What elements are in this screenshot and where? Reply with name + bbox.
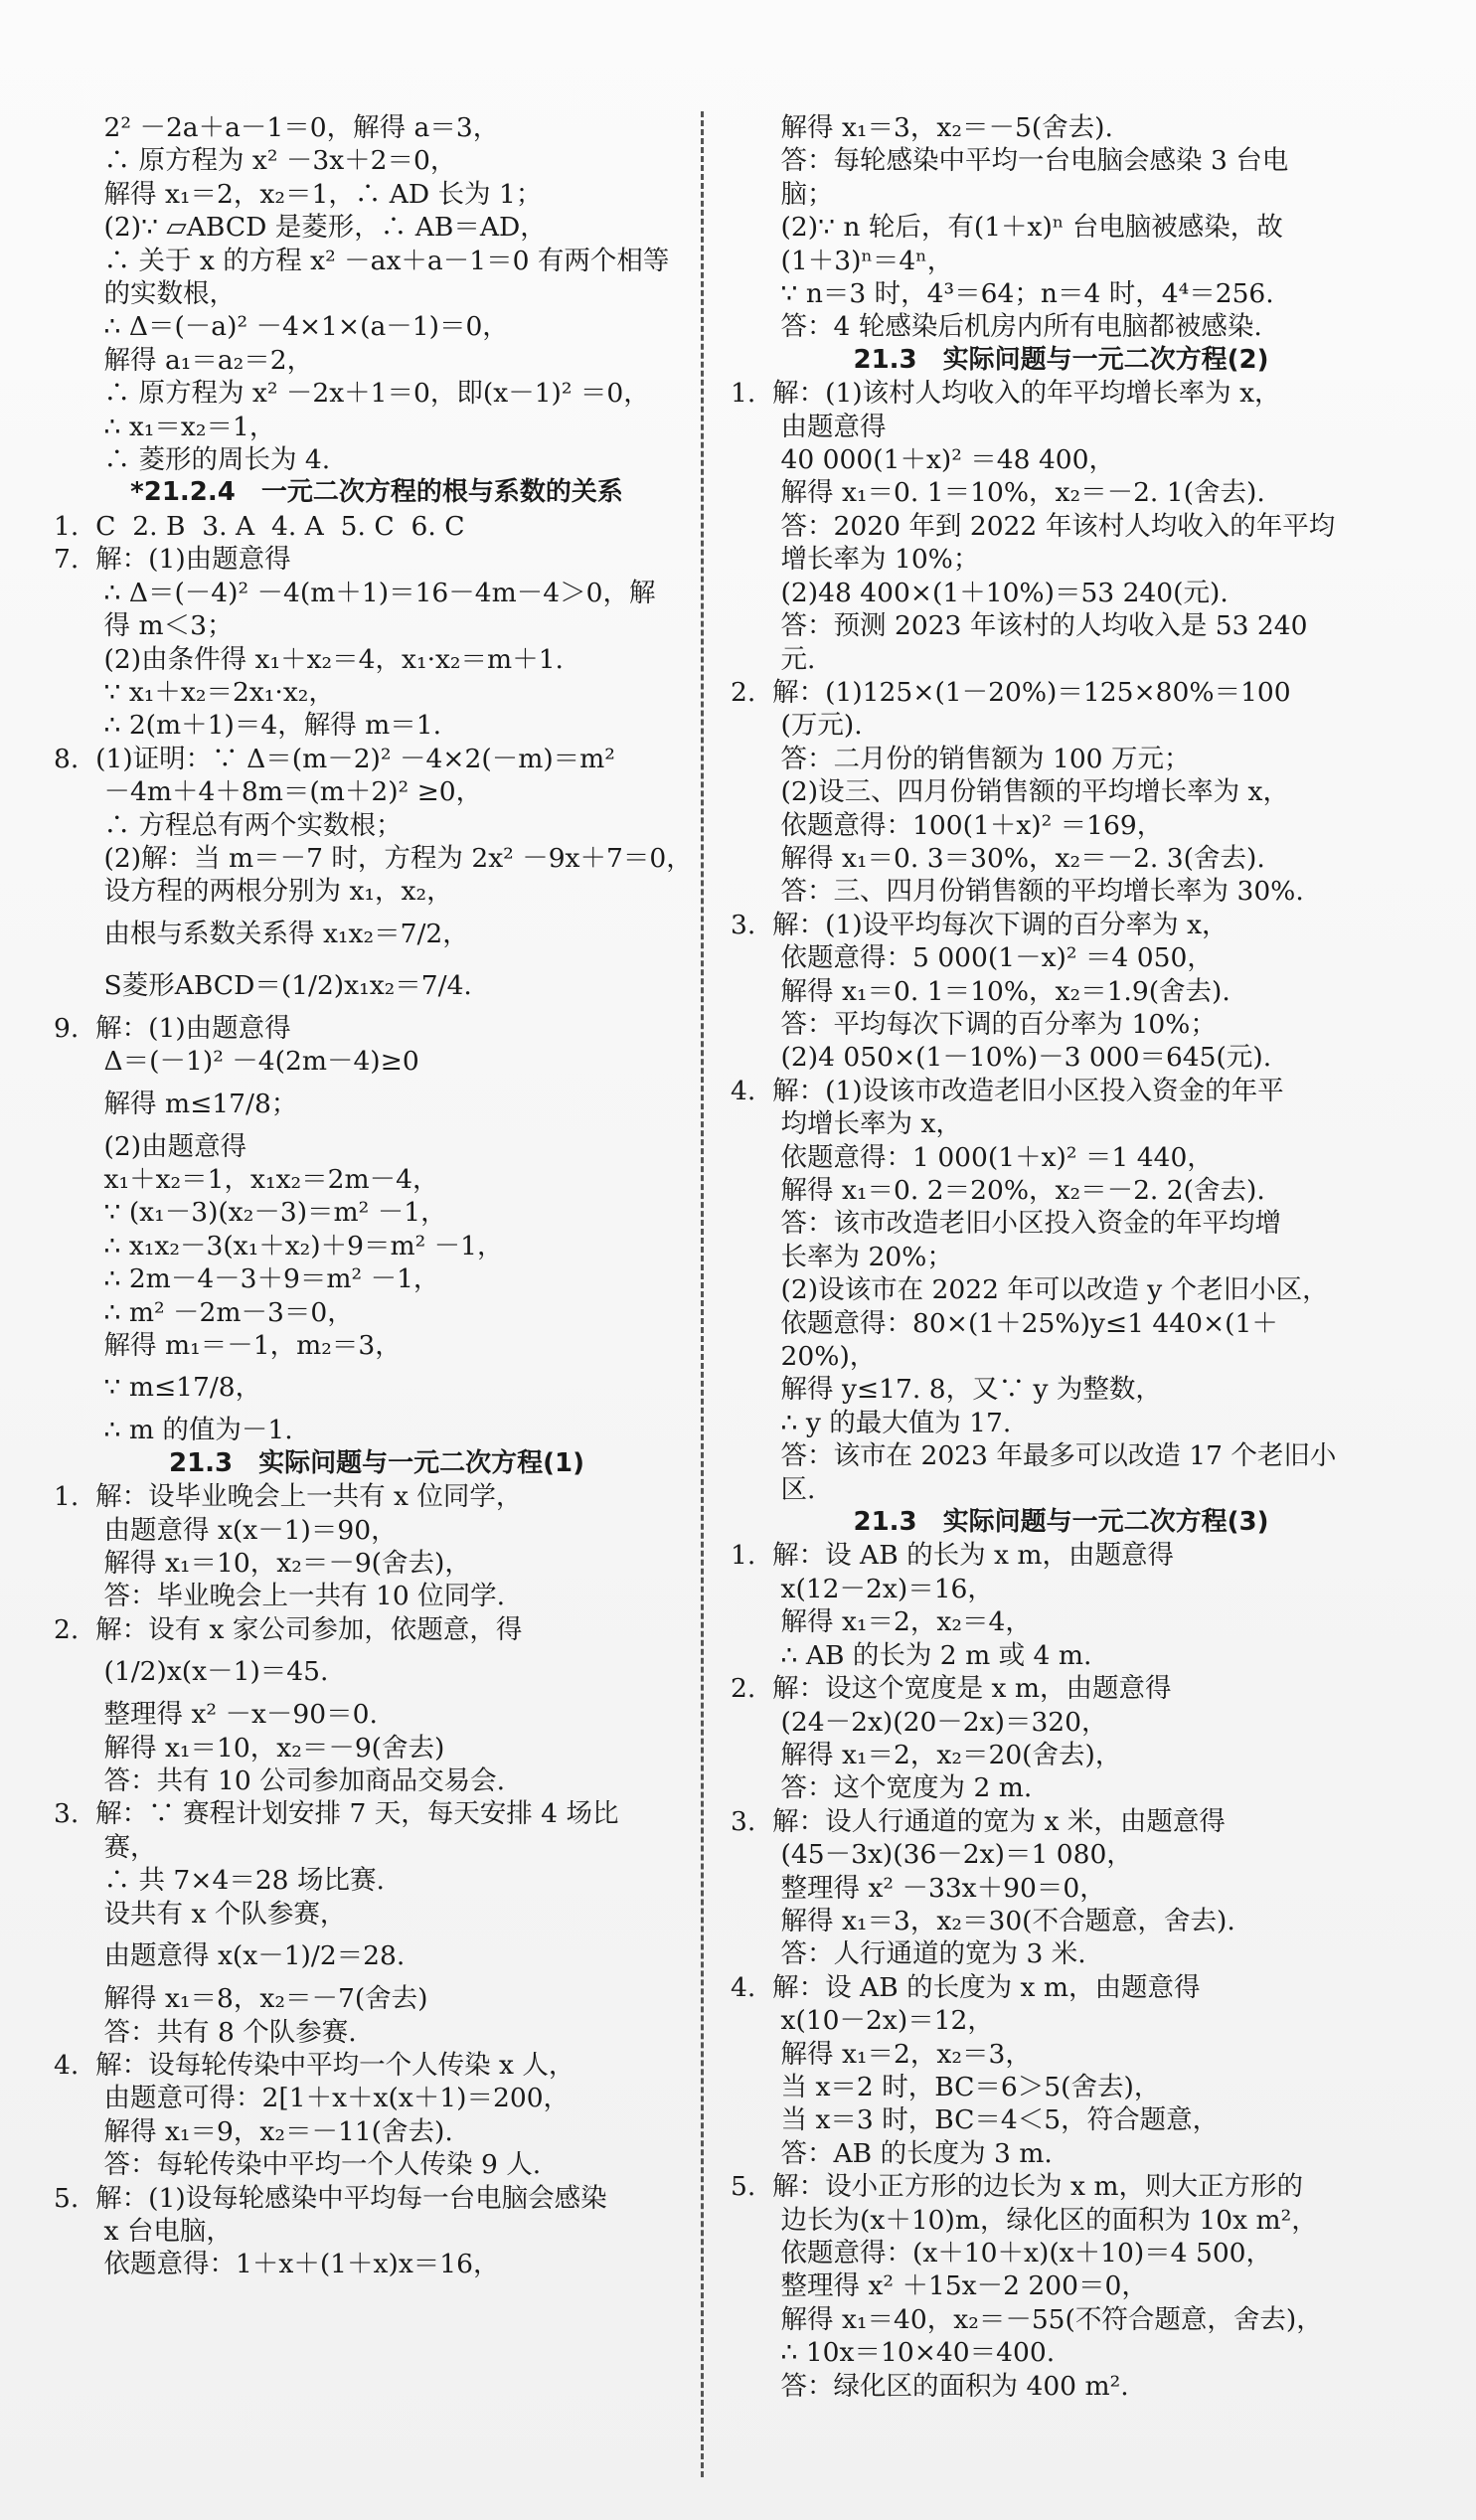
text-line: 依题意得：(x＋10＋x)(x＋10)＝4 500， [731, 2238, 1273, 2268]
text-line: (2)∵ ▱ABCD 是菱形，∴ AB＝AD， [54, 212, 547, 244]
text-line: 答：2020 年到 2022 年该村人均收入的年平均 [731, 510, 1336, 542]
text-line: ∴ m² －2m－3＝0， [54, 1296, 354, 1328]
text-line: (2)48 400×(1＋10%)＝53 240(元). [731, 577, 1229, 608]
text-line: 答：这个宽度为 2 m. [731, 1772, 1033, 1804]
text-line: 解得 x₁＝10，x₂＝－9(舍去)， [54, 1548, 471, 1580]
text-line: 依题意得：100(1＋x)² ＝169， [731, 809, 1164, 841]
text-line: 答：每轮感染中平均一台电脑会感染 3 台电 [731, 145, 1289, 177]
text-line: 解得 x₁＝40，x₂＝－55(不符合题意，舍去)， [731, 2303, 1323, 2335]
text-line: x₁＋x₂＝1，x₁x₂＝2m－4， [54, 1163, 439, 1195]
text-line: ∴ x₁x₂－3(x₁＋x₂)＋9＝m² －1， [54, 1230, 504, 1261]
text-line: 答：4 轮感染后机房内所有电脑都被感染. [731, 311, 1262, 343]
text-line: 8. (1)证明：∵ Δ＝(m－2)² －4×2(－m)＝m² [54, 743, 615, 774]
text-line: 依题意得：5 000(1－x)² ＝4 050， [731, 942, 1214, 974]
text-line: 解得 x₁＝9，x₂＝－11(舍去). [54, 2115, 453, 2147]
text-line: ∴ Δ＝(－4)² －4(m＋1)＝16－4m－4＞0，解 [54, 577, 656, 608]
section-heading: 21.3 实际问题与一元二次方程(1) [168, 1447, 584, 1478]
text-line: 解得 x₁＝0. 2＝20%，x₂＝－2. 2(舍去). [731, 1175, 1265, 1206]
text-line: 答：预测 2023 年该村的人均收入是 53 240 [731, 610, 1308, 642]
section-heading: 21.3 实际问题与一元二次方程(2) [853, 344, 1269, 375]
text-line: 依题意得：1＋x＋(1＋x)x＝16， [54, 2249, 500, 2280]
text-line: 解得 a₁＝a₂＝2， [54, 344, 314, 376]
text-line: 解得 x₁＝0. 1＝10%，x₂＝1.9(舍去). [731, 975, 1230, 1007]
text-line: ∴ m 的值为－1. [54, 1415, 293, 1446]
text-line: (45－3x)(36－2x)＝1 080， [731, 1839, 1133, 1871]
text-line: 答：绿化区的面积为 400 m². [731, 2370, 1129, 2402]
text-line: 40 000(1＋x)² ＝48 400， [731, 444, 1116, 476]
text-line: 依题意得：1 000(1＋x)² ＝1 440， [731, 1141, 1214, 1173]
text-line: (万元). [731, 710, 863, 742]
text-line: 区. [731, 1473, 816, 1505]
text-line: 答：AB 的长度为 3 m. [731, 2137, 1053, 2169]
text-line: Δ＝(－1)² －4(2m－4)≥0 [54, 1046, 419, 1078]
text-line: (2)4 050×(1－10%)－3 000＝645(元). [731, 1042, 1272, 1074]
text-line: 的实数根， [54, 278, 237, 310]
text-line: 得 m＜3； [54, 610, 234, 642]
text-line: 答：毕业晚会上一共有 10 位同学. [54, 1581, 506, 1612]
text-line: 4. 解：(1)设该市改造老旧小区投入资金的年平 [731, 1075, 1284, 1106]
text-line: 当 x＝3 时，BC＝4＜5，符合题意， [731, 2104, 1220, 2136]
text-line: ∴ 2(m＋1)＝4，解得 m＝1. [54, 710, 442, 742]
text-line: x(10－2x)＝12， [731, 2005, 994, 2037]
text-line: (2)由题意得 [54, 1130, 247, 1162]
column-divider [701, 111, 704, 2477]
text-line: 设共有 x 个队参赛， [54, 1898, 347, 1930]
text-line: 元. [731, 643, 816, 675]
text-line: 解得 x₁＝8，x₂＝－7(舍去) [54, 1983, 428, 2015]
text-line: ∴ 关于 x 的方程 x² －ax＋a－1＝0 有两个相等 [54, 245, 670, 276]
text-line: ∴ 共 7×4＝28 场比赛. [54, 1865, 385, 1897]
text-line: ∴ AB 的长为 2 m 或 4 m. [731, 1639, 1092, 1671]
text-line: 整理得 x² －33x＋90＝0， [731, 1872, 1106, 1904]
text-line: (1＋3)ⁿ＝4ⁿ， [731, 245, 954, 276]
text-line: 解得 x₁＝2，x₂＝3， [731, 2038, 1032, 2070]
text-line: 长率为 20%； [731, 1241, 953, 1272]
text-line: 20%)， [731, 1341, 877, 1373]
text-line: 1. C 2. B 3. A 4. A 5. C 6. C [54, 510, 465, 542]
text-line: ∵ n＝3 时，4³＝64；n＝4 时，4⁴＝256. [731, 278, 1274, 310]
text-line: (1/2)x(x－1)＝45. [54, 1656, 329, 1688]
text-line: ∴ 方程总有两个实数根； [54, 809, 403, 841]
text-line: ∴ 菱形的周长为 4. [54, 444, 331, 476]
text-line: 4. 解：设 AB 的长度为 x m，由题意得 [731, 1971, 1201, 2003]
text-line: 2. 解：(1)125×(1－20%)＝125×80%＝100 [731, 676, 1291, 708]
text-line: 1. 解：设 AB 的长为 x m，由题意得 [731, 1540, 1175, 1572]
text-line: 整理得 x² －x－90＝0. [54, 1699, 378, 1731]
text-line: ∴ 10x＝10×40＝400. [731, 2337, 1056, 2369]
text-line: 答：每轮传染中平均一个人传染 9 人. [54, 2149, 542, 2181]
text-line: 3. 解：∵ 赛程计划安排 7 天，每天安排 4 场比 [54, 1798, 619, 1830]
text-line: ∴ x₁＝x₂＝1， [54, 411, 276, 442]
text-line: 脑； [731, 178, 834, 210]
text-line: 答：共有 8 个队参赛. [54, 2016, 357, 2048]
text-line: 解得 x₁＝2，x₂＝20(舍去)， [731, 1739, 1122, 1770]
text-line: (2)设三、四月份销售额的平均增长率为 x， [731, 776, 1289, 808]
text-line: 整理得 x² ＋15x－2 200＝0， [731, 2270, 1148, 2302]
text-line: 解得 x₁＝2，x₂＝4， [731, 1606, 1032, 1638]
text-line: x(12－2x)＝16， [731, 1573, 994, 1604]
text-line: 5. 解：设小正方形的边长为 x m，则大正方形的 [731, 2171, 1304, 2203]
text-line: 答：该市改造老旧小区投入资金的年平均增 [731, 1208, 1282, 1240]
text-line: 1. 解：(1)该村人均收入的年平均增长率为 x， [731, 378, 1281, 410]
text-line: ∵ m≤17/8， [54, 1372, 262, 1404]
left-column [54, 111, 700, 2281]
text-line: ∴ 原方程为 x² －2x＋1＝0，即(x－1)² ＝0， [54, 378, 650, 410]
text-line: 3. 解：设人行通道的宽为 x 米，由题意得 [731, 1805, 1226, 1837]
text-line: ∵ (x₁－3)(x₂－3)＝m² －1， [54, 1197, 447, 1229]
text-line: 答：该市在 2023 年最多可以改造 17 个老旧小 [731, 1440, 1337, 1472]
text-line: S菱形ABCD＝(1/2)x₁x₂＝7/4. [54, 969, 472, 1001]
text-line: 解得 x₁＝3，x₂＝－5(舍去). [731, 112, 1113, 143]
text-line: ∴ Δ＝(－a)² －4×1×(a－1)＝0， [54, 311, 509, 343]
text-line: 答：二月份的销售额为 100 万元； [731, 743, 1191, 774]
text-line: 由根与系数关系得 x₁x₂＝7/2， [54, 918, 469, 949]
text-line: (2)由条件得 x₁＋x₂＝4，x₁·x₂＝m＋1. [54, 643, 564, 675]
text-line: (24－2x)(20－2x)＝320， [731, 1706, 1108, 1738]
text-line: ∴ 原方程为 x² －3x＋2＝0， [54, 145, 457, 177]
text-line: 赛， [54, 1831, 157, 1863]
section-heading: *21.2.4 一元二次方程的根与系数的关系 [130, 477, 623, 508]
text-line: 3. 解：(1)设平均每次下调的百分率为 x， [731, 909, 1229, 940]
text-line: 增长率为 10%； [731, 544, 980, 576]
right-column [731, 111, 1392, 2403]
text-line: ∴ 2m－4－3＋9＝m² －1， [54, 1263, 440, 1295]
text-line: 2. 解：设这个宽度是 x m，由题意得 [731, 1673, 1172, 1705]
text-line: (2)∵ n 轮后，有(1＋x)ⁿ 台电脑被感染，故 [731, 212, 1283, 244]
text-line: 由题意得 x(x－1)＝90， [54, 1514, 398, 1546]
text-line: 2² －2a＋a－1＝0，解得 a＝3， [54, 112, 500, 143]
text-line: 解得 x₁＝10，x₂＝－9(舍去) [54, 1732, 445, 1764]
text-line: 由题意可得：2[1＋x＋x(x＋1)＝200， [54, 2083, 571, 2114]
text-line: 9. 解：(1)由题意得 [54, 1012, 291, 1044]
text-line: 均增长率为 x， [731, 1108, 962, 1140]
section-heading: 21.3 实际问题与一元二次方程(3) [853, 1507, 1269, 1538]
text-line: 答：平均每次下调的百分率为 10%； [731, 1008, 1217, 1040]
text-line: 5. 解：(1)设每轮感染中平均每一台电脑会感染 [54, 2182, 607, 2214]
text-line: ∵ x₁＋x₂＝2x₁·x₂， [54, 676, 335, 708]
text-line: 当 x＝2 时，BC＝6＞5(舍去)， [731, 2071, 1161, 2102]
text-line: 2. 解：设有 x 家公司参加，依题意，得 [54, 1613, 523, 1645]
text-line: 答：人行通道的宽为 3 米. [731, 1938, 1086, 1970]
text-line: 答：三、四月份销售额的平均增长率为 30%. [731, 876, 1304, 908]
text-line: 解得 x₁＝3，x₂＝30(不合题意，舍去). [731, 1905, 1235, 1936]
text-line: 答：共有 10 公司参加商品交易会. [54, 1765, 506, 1797]
text-line: (2)解：当 m＝－7 时，方程为 2x² －9x＋7＝0， [54, 842, 693, 874]
text-line: ∴ y 的最大值为 17. [731, 1407, 1012, 1438]
text-line: 依题意得：80×(1＋25%)y≤1 440×(1＋ [731, 1307, 1278, 1339]
text-line: －4m＋4＋8m＝(m＋2)² ≥0， [54, 776, 483, 808]
text-line: 7. 解：(1)由题意得 [54, 544, 291, 576]
text-line: 解得 x₁＝0. 3＝30%，x₂＝－2. 3(舍去). [731, 842, 1265, 874]
text-line: 设方程的两根分别为 x₁，x₂， [54, 876, 453, 908]
text-line: 解得 m₁＝－1，m₂＝3， [54, 1330, 402, 1361]
text-line: 解得 x₁＝0. 1＝10%，x₂＝－2. 1(舍去). [731, 477, 1265, 509]
text-line: 由题意得 [731, 411, 887, 442]
text-line: x 台电脑， [54, 2215, 233, 2247]
text-line: (2)设该市在 2022 年可以改造 y 个老旧小区， [731, 1274, 1329, 1306]
text-line: 4. 解：设每轮传染中平均一个人传染 x 人， [54, 2049, 575, 2081]
text-line: 由题意得 x(x－1)/2＝28. [54, 1940, 406, 1972]
text-line: 解得 x₁＝2，x₂＝1，∴ AD 长为 1； [54, 178, 543, 210]
text-line: 解得 y≤17. 8，又∵ y 为整数， [731, 1374, 1162, 1406]
text-line: 1. 解：设毕业晚会上一共有 x 位同学， [54, 1481, 523, 1513]
text-line: 解得 m≤17/8； [54, 1088, 298, 1119]
text-line: 边长为(x＋10)m，绿化区的面积为 10x m²， [731, 2204, 1318, 2236]
